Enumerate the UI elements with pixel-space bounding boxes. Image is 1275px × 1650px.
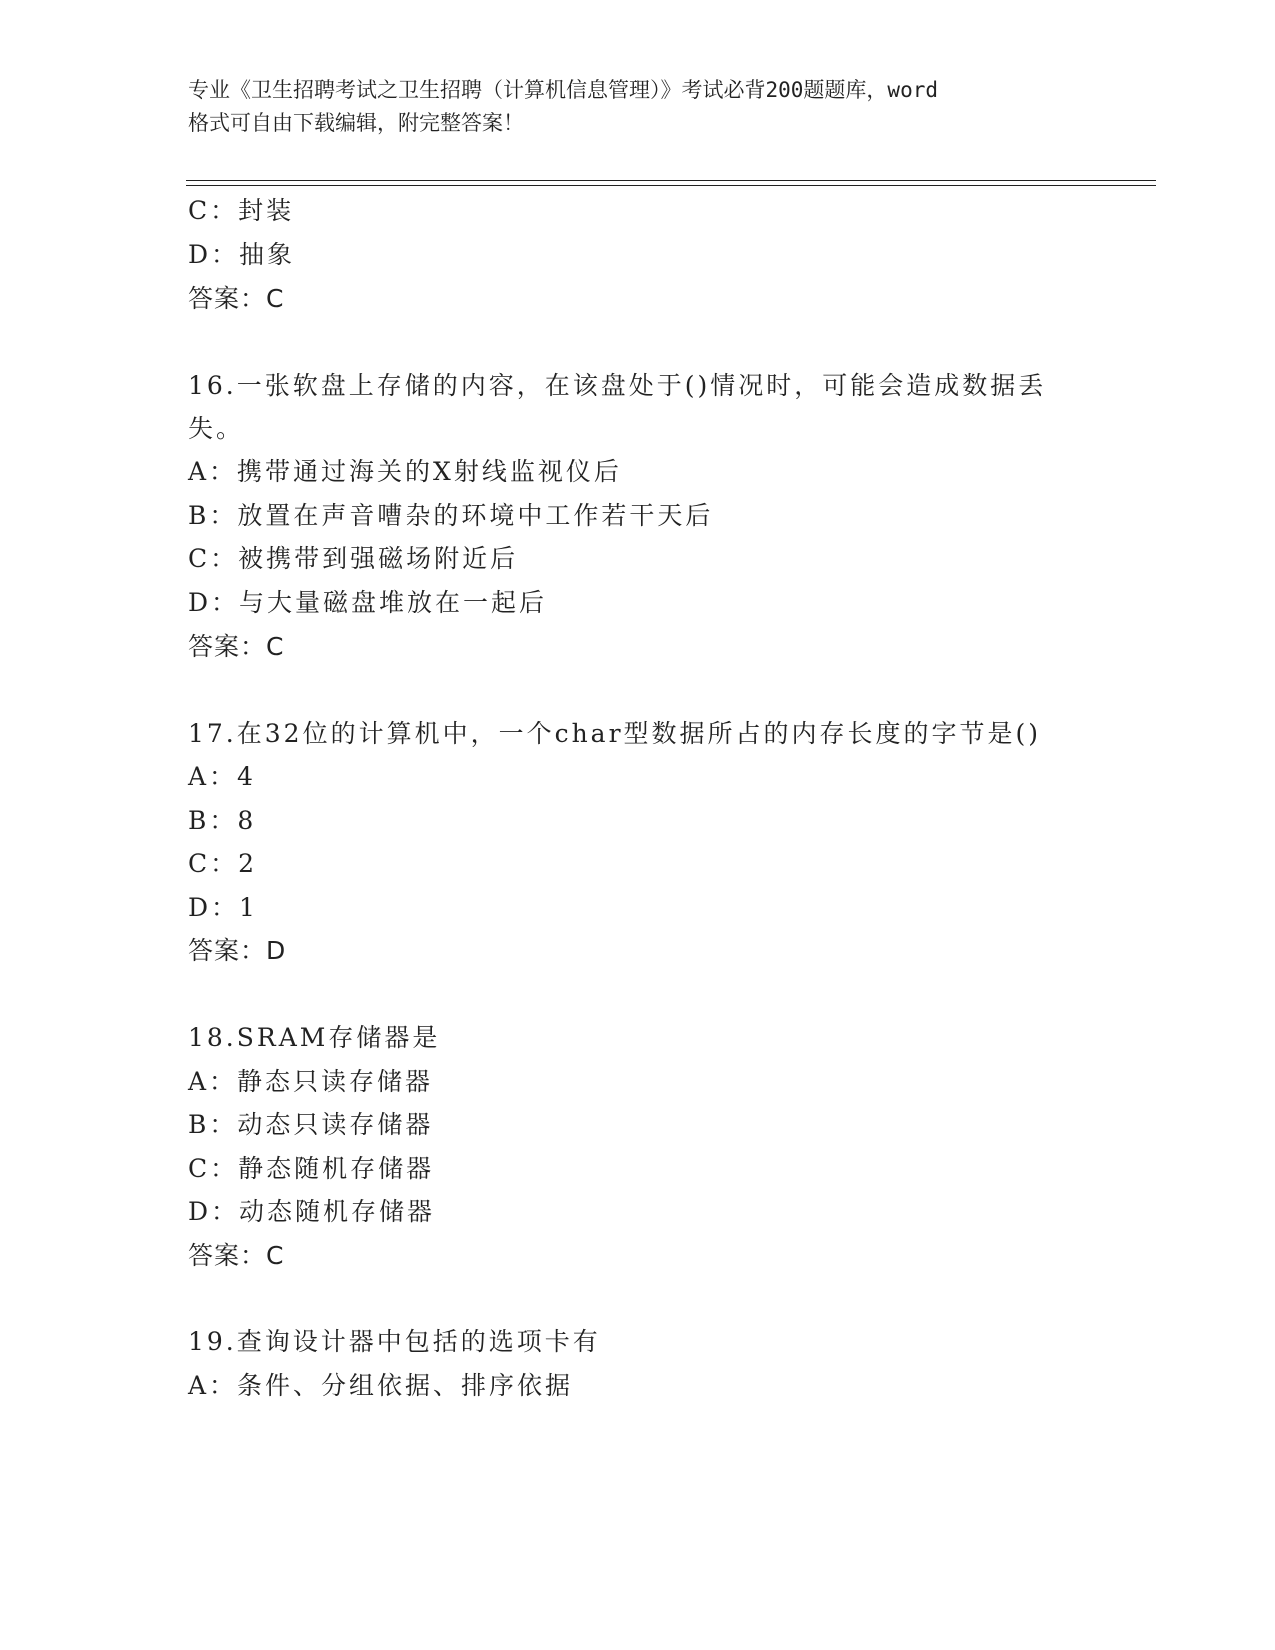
question-line: 失。 [188,414,245,443]
question-line: 19.查询设计器中包括的选项卡有 [188,1327,601,1356]
option-line: D：1 [188,893,258,922]
answer-line: 答案：C [188,632,285,661]
answer-line: 答案：D [188,936,287,965]
option-line: B：8 [188,806,257,835]
option-line: C：2 [188,849,258,878]
header-divider-top [186,180,1156,181]
option-line: C：封装 [188,196,295,225]
question-line: 16.一张软盘上存储的内容，在该盘处于()情况时，可能会造成数据丢 [188,371,1047,400]
option-line: A：条件、分组依据、排序依据 [188,1371,574,1400]
option-line: C：被携带到强磁场附近后 [188,544,519,573]
option-line: B：放置在声音嘈杂的环境中工作若干天后 [188,501,714,530]
option-line: A：携带通过海关的X射线监视仪后 [188,457,622,486]
option-line: D：与大量磁盘堆放在一起后 [188,588,548,617]
option-line: D：抽象 [188,240,296,269]
document-header [188,74,1088,140]
header-line-1: 专业《卫生招聘考试之卫生招聘（计算机信息管理）》考试必背200题题库，word [188,78,938,102]
header-line-2: 格式可自由下载编辑，附完整答案！ [188,111,524,135]
option-line: D：动态随机存储器 [188,1197,436,1226]
header-divider-bottom [186,185,1156,186]
option-line: A：静态只读存储器 [188,1067,434,1096]
question-line: 18.SRAM存储器是 [188,1023,441,1052]
option-line: C：静态随机存储器 [188,1154,435,1183]
answer-line: 答案：C [188,1241,285,1270]
question-line: 17.在32位的计算机中，一个char型数据所占的内存长度的字节是() [188,719,1042,748]
option-line: B：动态只读存储器 [188,1110,434,1139]
option-line: A：4 [188,762,256,791]
answer-line: 答案：C [188,284,285,313]
